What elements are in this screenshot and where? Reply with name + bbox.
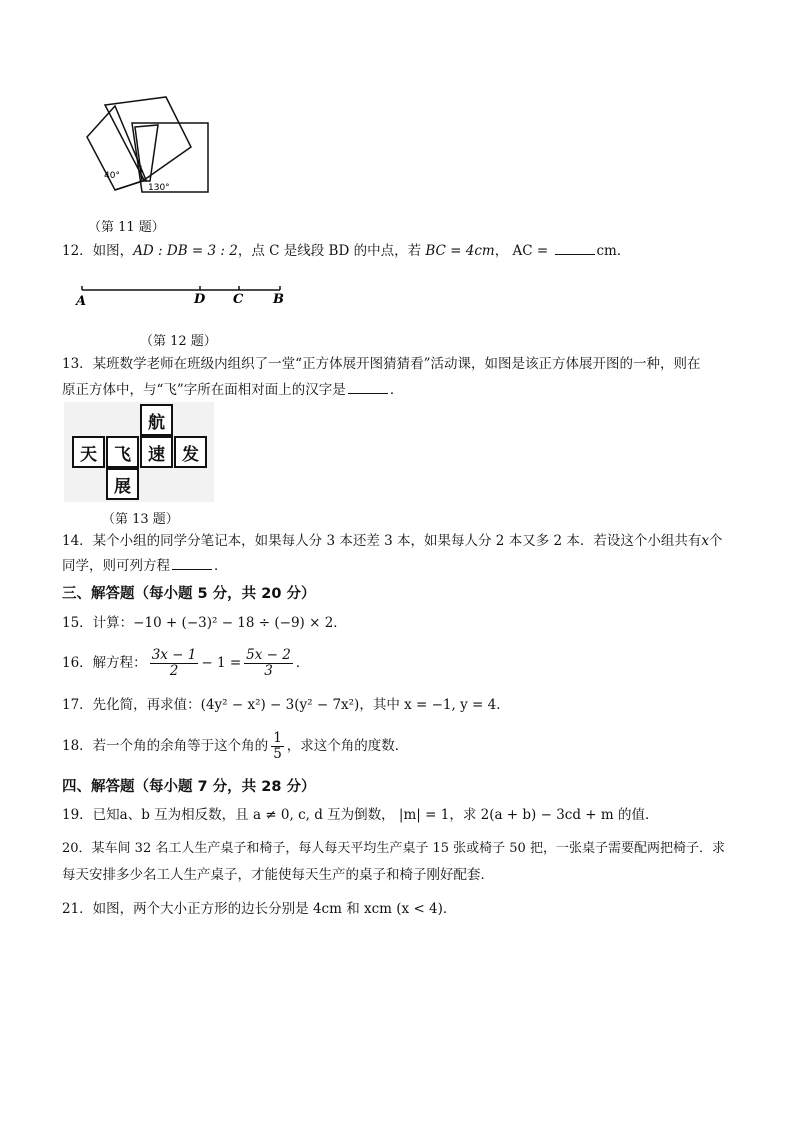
question-21: 21．如图，两个大小正方形的边长分别是 4cm 和 xcm (x < 4)． xyxy=(62,901,457,917)
figure-11-caption: （第 11 题） xyxy=(88,220,165,235)
question-12 xyxy=(62,242,630,260)
q16-fraction-1: $\frac{3x - 1}{2}$ xyxy=(151,647,197,679)
question-18: 18．若一个角的余角等于这个角的 $\frac{1}{5}$ ，求这个角的度数． xyxy=(62,730,409,762)
q14-answer-blank[interactable] xyxy=(172,557,212,570)
section-4-heading: 四、解答题（每小题 7 分，共 28 分） xyxy=(62,779,316,795)
angle-1-label: 1 xyxy=(138,165,144,175)
figure-12-caption: （第 12 题） xyxy=(140,334,217,349)
question-14-line2: 同学，则可列方程 ． xyxy=(62,558,228,574)
q18-fraction: $\frac{1}{5}$ xyxy=(273,730,282,762)
angle-40-label: 40° xyxy=(104,171,120,181)
q12-mid: ，点 C 是线段 BD 的中点，若 xyxy=(237,243,426,259)
q12-bc: BC = 4cm xyxy=(425,243,495,259)
question-17: 17．先化简，再求值：(4y² − x²) − 3(y² − 7x²)，其中 x = −1, y = 4． xyxy=(62,697,510,713)
question-16: 16．解方程： $\frac{3x - 1}{2}$ − 1 = $\frac{5x - 2}{3}$ ． xyxy=(62,647,310,679)
question-15: 15．计算：−10 + (−3)² − 18 ÷ (−9) × 2． xyxy=(62,615,347,631)
point-c-label: C xyxy=(233,292,244,307)
point-a-label: A xyxy=(76,294,87,309)
q12-mid2: ， AC = xyxy=(494,243,553,259)
net-cell-su: 速 xyxy=(140,436,173,468)
question-13-line2: 原正方体中，与“飞”字所在面相对面上的汉字是 ． xyxy=(62,382,404,398)
figure-13-caption: （第 13 题） xyxy=(102,512,179,527)
section-3-heading: 三、解答题（每小题 5 分，共 20 分） xyxy=(62,586,316,602)
figure-11 xyxy=(80,95,220,200)
net-cell-tian: 天 xyxy=(72,436,105,468)
question-14-line1: 14．某个小组的同学分笔记本，如果每人分 3 本还差 3 本，如果每人分 2 本又多 2 本．若设这个小组共有x个 xyxy=(62,533,723,549)
q16-fraction-2: $\frac{5x - 2}{3}$ xyxy=(246,647,291,679)
question-19: 19．已知a、b 互为相反数，且 a ≠ 0, c, d 互为倒数， |m| = 1，求 2(a + b) − 3cd + m 的值． xyxy=(62,807,659,823)
question-20-line1: 20．某车间 32 名工人生产桌子和椅子，每人每天平均生产桌子 15 张或椅子 50 把，一张桌子需要配两把椅子．求 xyxy=(62,841,725,856)
q13-answer-blank[interactable] xyxy=(348,381,388,394)
q12-suffix: cm． xyxy=(596,243,631,259)
q12-prefix: 12．如图， xyxy=(62,243,134,259)
q12-ratio: AD : DB = 3 : 2 xyxy=(133,243,238,259)
net-cell-hang: 航 xyxy=(140,404,173,436)
question-20-line2: 每天安排多少名工人生产桌子，才能使每天生产的桌子和椅子刚好配套． xyxy=(62,867,494,883)
point-b-label: B xyxy=(273,292,284,307)
point-d-label: D xyxy=(194,292,206,307)
question-13-line1: 13．某班数学老师在班级内组织了一堂“正方体展开图猜猜看”活动课，如图是该正方体展开图的一种，则在 xyxy=(62,356,701,372)
figure-12-segment xyxy=(70,280,290,310)
net-cell-zhan: 展 xyxy=(106,468,139,500)
angle-130-label: 130° xyxy=(148,183,170,193)
cube-net xyxy=(64,402,214,502)
q12-answer-blank[interactable] xyxy=(555,242,595,255)
net-cell-fa: 发 xyxy=(174,436,207,468)
net-cell-fei: 飞 xyxy=(106,436,139,468)
